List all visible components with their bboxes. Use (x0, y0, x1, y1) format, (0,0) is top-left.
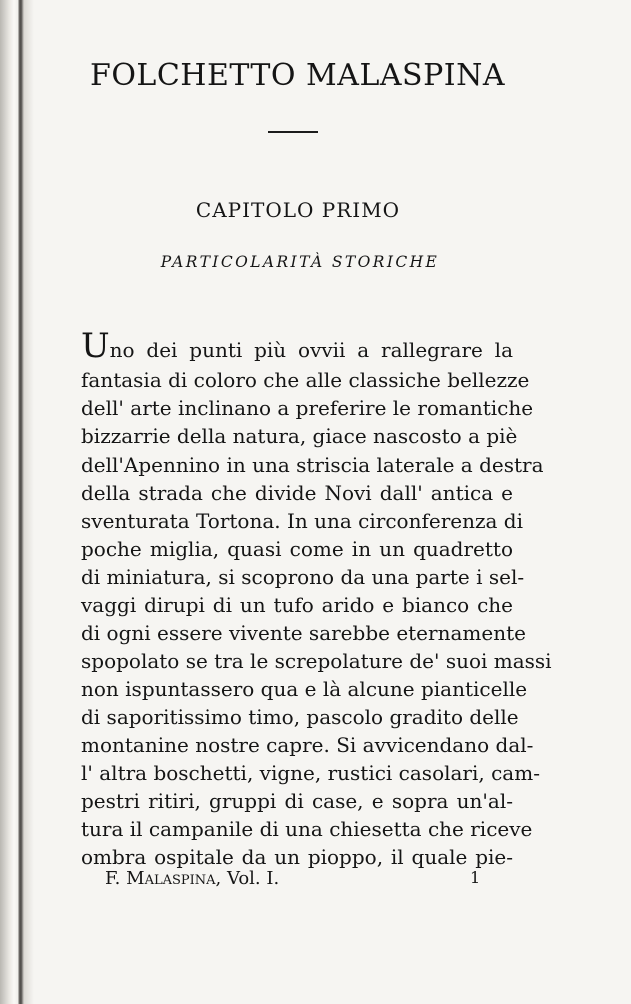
chapter-subtitle: PARTICOLARITÀ STORICHE (160, 253, 440, 271)
text-line-12: spopolato se tra le screpolature de' suoi massi (81, 649, 552, 673)
text-line-18: tura il campanile di una chiesetta che riceve (81, 817, 533, 841)
footer-prefix: F. M (105, 868, 145, 889)
text-line-3: dell' arte inclinano a preferire le romantiche (81, 396, 534, 420)
text-line-1-content: no dei punti più ovvii a rallegrare la (109, 338, 513, 362)
text-line-14: di saporitissimo timo, pascolo gradito delle (81, 705, 519, 729)
page-binding-edge (0, 0, 34, 1004)
text-line-11: di ogni essere vivente sarebbe eternamente (81, 621, 526, 645)
footer-suffix: , Vol. I. (215, 868, 280, 889)
text-line-10: vaggi dirupi di un tufo arido e bianco che (81, 593, 513, 617)
chapter-title: CAPITOLO PRIMO (195, 198, 401, 222)
text-line-8: poche miglia, quasi come in un quadretto (81, 537, 513, 561)
text-line-16: l' altra boschetti, vigne, rustici casolari, cam- (81, 761, 540, 785)
text-line-1 (81, 326, 513, 366)
running-title: FOLCHETTO MALASPINA (90, 58, 506, 93)
text-line-15: montanine nostre capre. Si avvicendano dal- (81, 733, 534, 757)
signature-mark: 1 (470, 868, 481, 887)
text-line-6: della strada che divide Novi dall' antica e (81, 481, 513, 505)
drop-cap: U (81, 326, 110, 366)
text-line-4: bizzarrie della natura, giace nascosto a piè (81, 424, 518, 448)
text-line-9: di miniatura, si scoprono da una parte i sel- (81, 565, 525, 589)
text-line-19: ombra ospitale da un pioppo, il quale pie- (81, 845, 513, 869)
title-rule (268, 131, 318, 133)
text-line-17: pestri ritiri, gruppi di case, e sopra un'al- (81, 789, 513, 813)
text-line-2: fantasia di coloro che alle classiche bellezze (81, 368, 530, 392)
text-line-13: non ispuntassero qua e là alcune pianticelle (81, 677, 528, 701)
text-line-5: dell'Apennino in una striscia laterale a destra (81, 453, 544, 477)
footer-volume-label (105, 868, 325, 889)
text-line-7: sventurata Tortona. In una circonferenza di (81, 509, 523, 533)
footer-smallcaps: alaspina (144, 868, 216, 889)
